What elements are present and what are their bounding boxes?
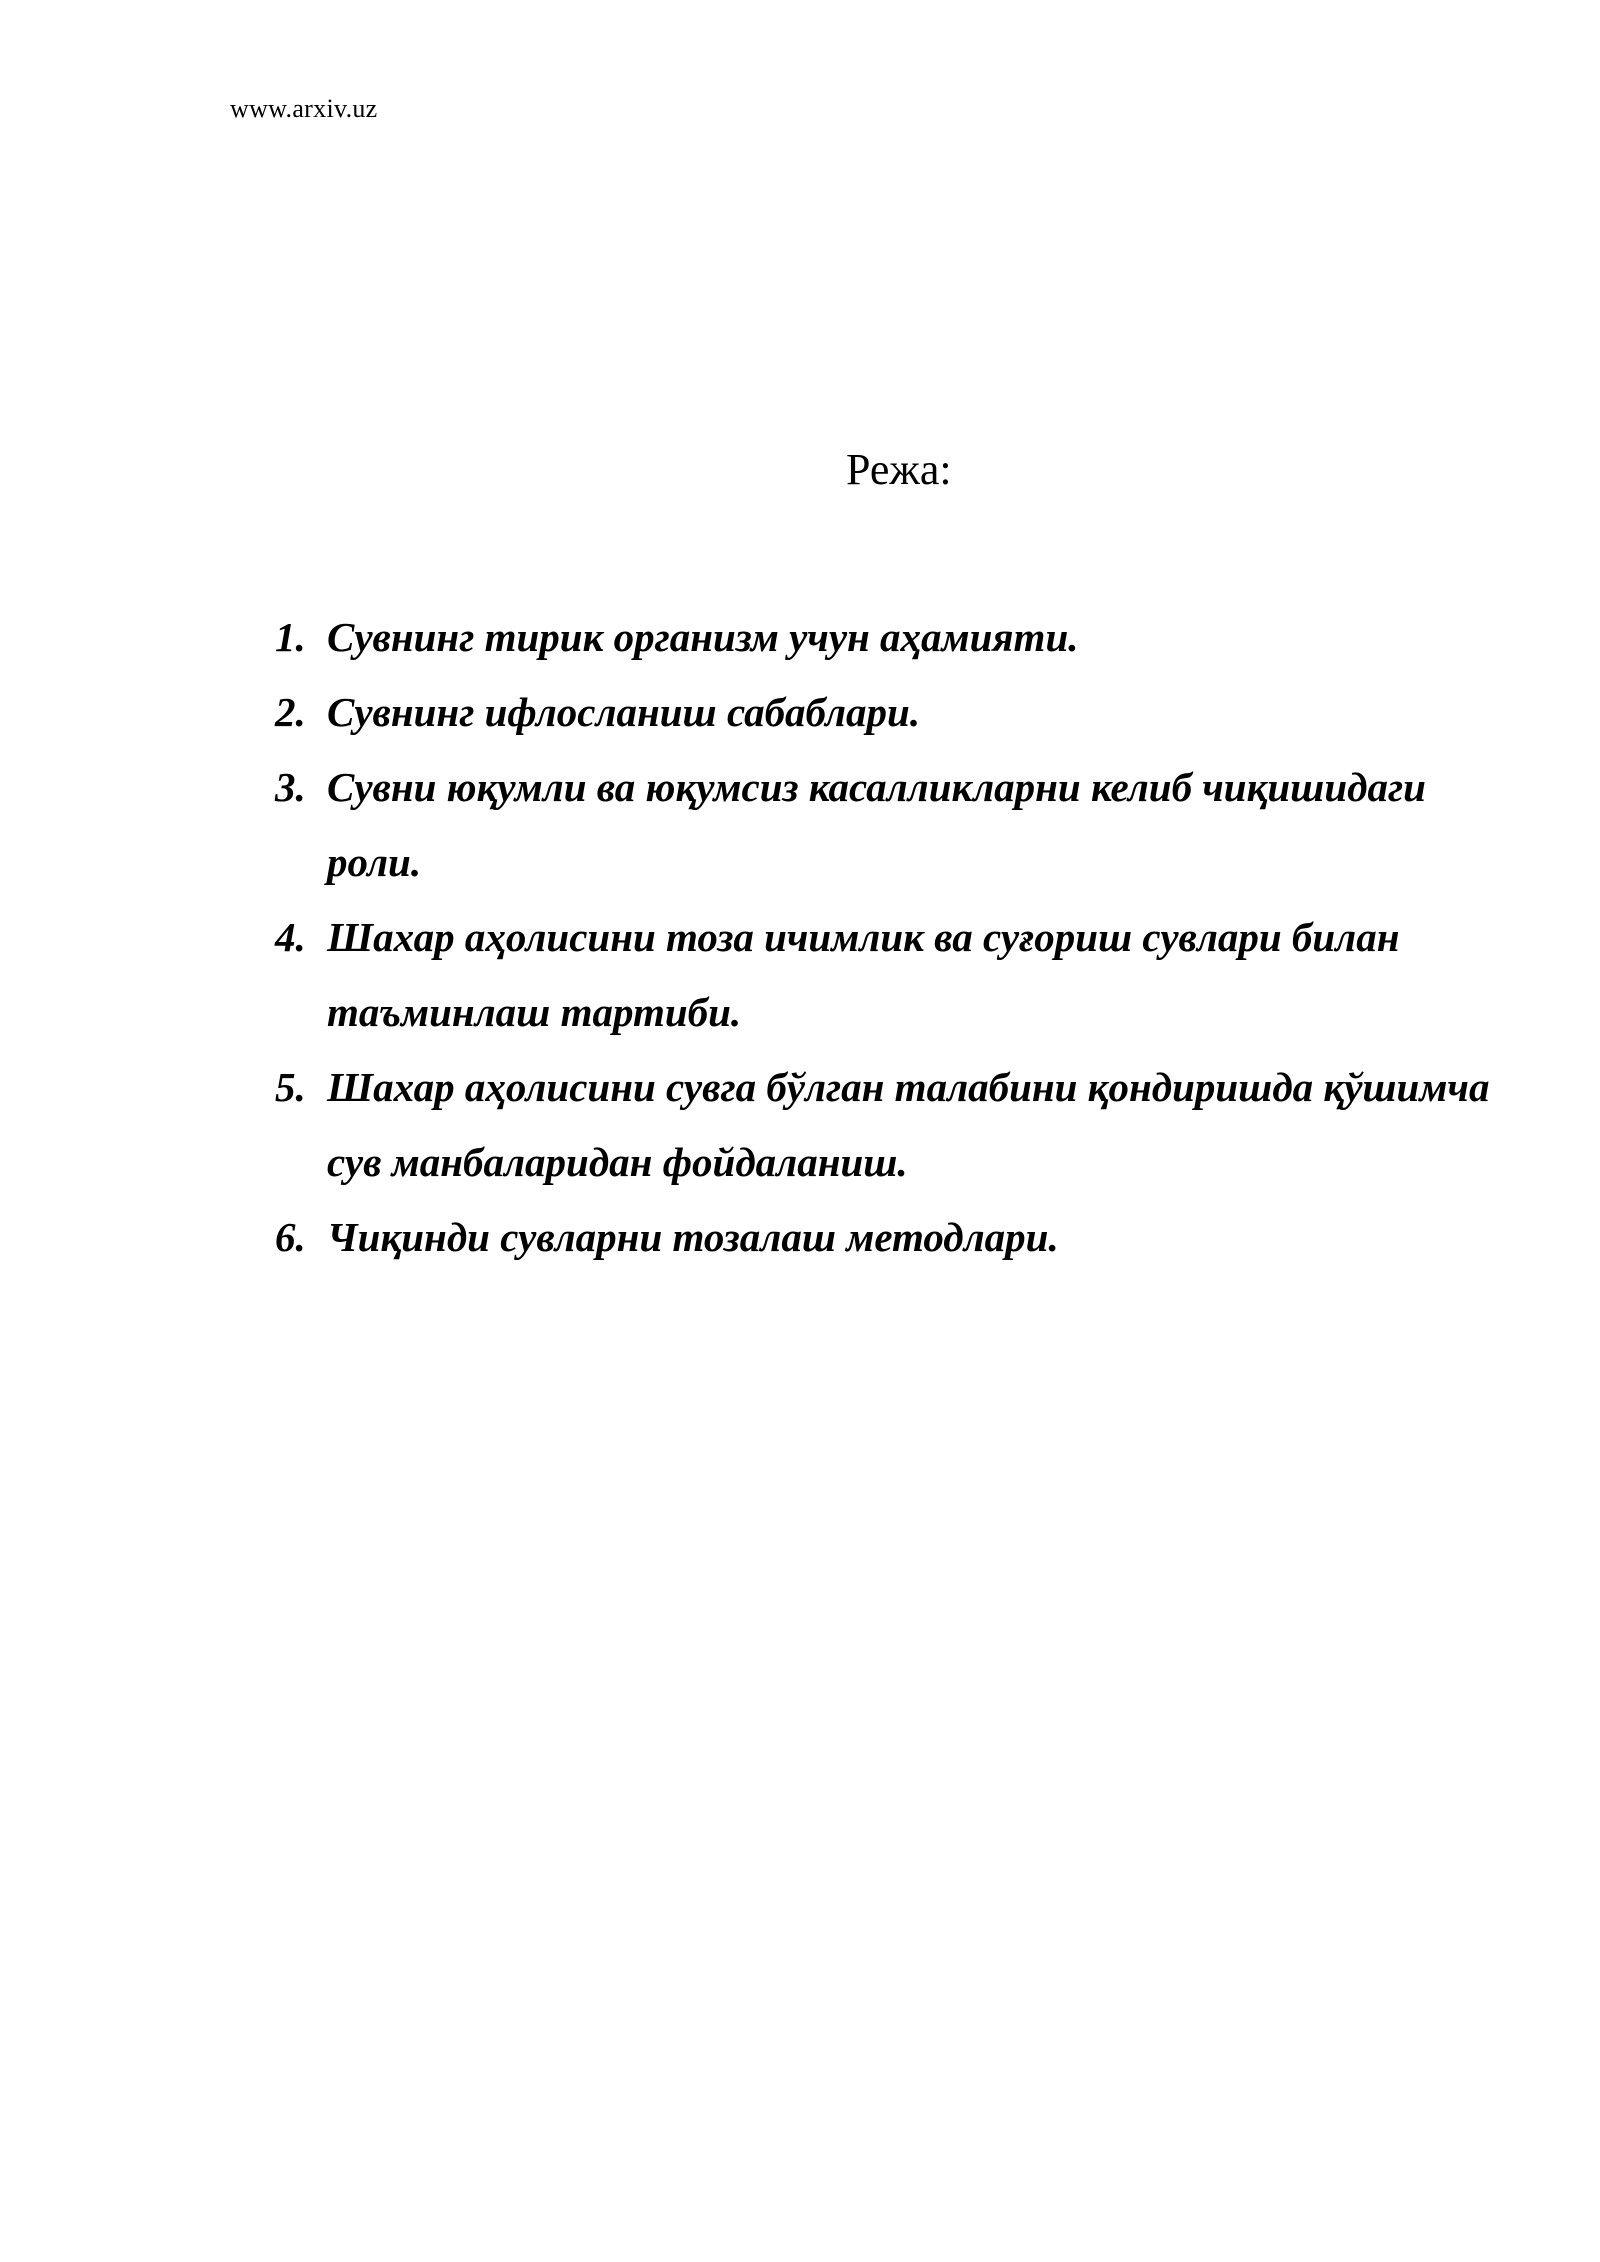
plan-item-5 xyxy=(275,1050,1515,1200)
item-text: Сувнинг тирик организм учун аҳамияти. xyxy=(327,614,1079,660)
plan-item-3 xyxy=(275,750,1515,900)
plan-title: Режа: xyxy=(846,445,952,494)
plan-item-1 xyxy=(275,600,1515,675)
plan-item-4 xyxy=(275,900,1515,1050)
item-text: Шахар аҳолисини тоза ичимлик ва суғориш сувлари билан таъминлаш тартиби. xyxy=(327,914,1400,1035)
item-number: 3. xyxy=(275,764,306,810)
item-text: Сувни юқумли ва юқумсиз касалликларни келиб чиқишидаги роли. xyxy=(327,764,1426,885)
plan-item-6 xyxy=(275,1200,1515,1275)
plan-list xyxy=(275,600,1515,1275)
item-number: 6. xyxy=(275,1214,306,1260)
item-number: 4. xyxy=(275,914,306,960)
item-text: Сувнинг ифлосланиш сабаблари. xyxy=(327,689,921,735)
plan-item-2 xyxy=(275,675,1515,750)
item-number: 1. xyxy=(275,614,306,660)
item-text: Чиқинди сувларни тозалаш методлари. xyxy=(327,1214,1059,1260)
header-url: www.arxiv.uz xyxy=(230,94,378,123)
item-number: 2. xyxy=(275,689,306,735)
item-text: Шахар аҳолисини сувга бўлган талабини қондиришда қўшимча сув манбаларидан фойдаланиш. xyxy=(327,1064,1490,1185)
item-number: 5. xyxy=(275,1064,306,1110)
